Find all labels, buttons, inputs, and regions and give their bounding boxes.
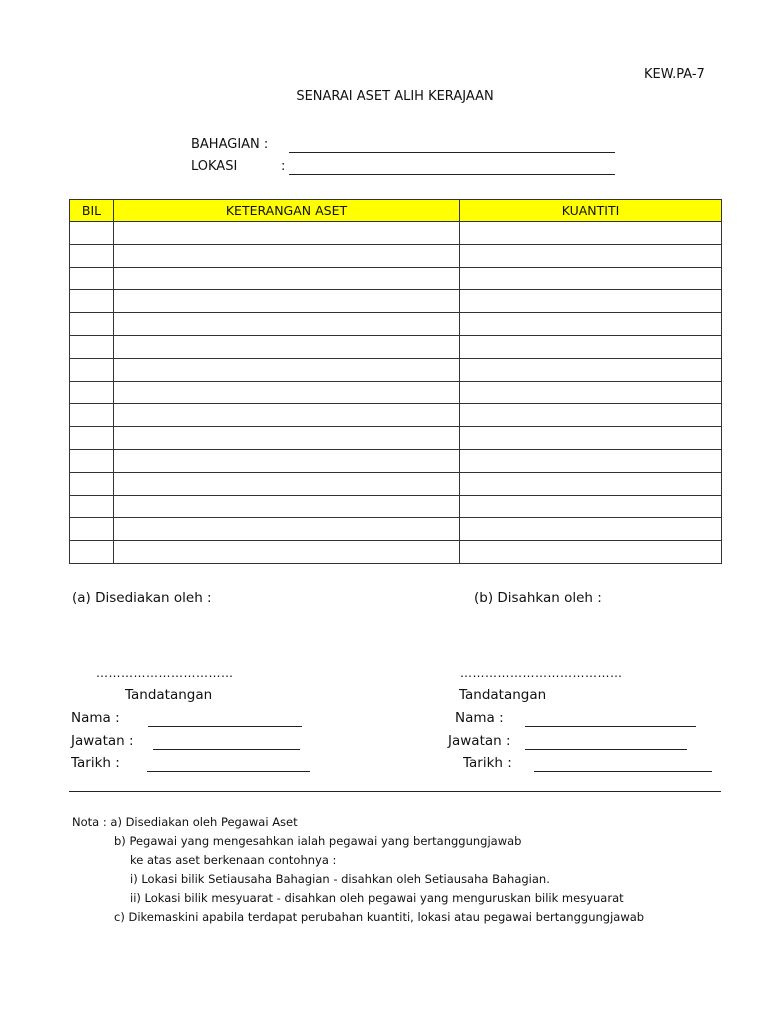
keterangan-cell[interactable]	[114, 472, 460, 495]
keterangan-cell[interactable]	[114, 449, 460, 472]
bil-cell[interactable]	[70, 381, 114, 404]
column-header-kuantiti: KUANTITI	[460, 200, 722, 222]
prepared-tarikh-field[interactable]	[147, 771, 310, 772]
kuantiti-cell[interactable]	[460, 495, 722, 518]
approved-by-heading: (b) Disahkan oleh :	[474, 590, 602, 606]
form-code: KEW.PA-7	[644, 67, 705, 82]
approved-signature-label: Tandatangan	[459, 687, 547, 703]
approved-tarikh-label: Tarikh :	[463, 755, 512, 771]
approved-tarikh-field[interactable]	[534, 771, 712, 772]
note-b-line2: ke atas aset berkenaan contohnya :	[130, 853, 337, 867]
table-row	[70, 313, 722, 336]
kuantiti-cell[interactable]	[460, 381, 722, 404]
keterangan-cell[interactable]	[114, 381, 460, 404]
table-row	[70, 290, 722, 313]
table-row	[70, 495, 722, 518]
table-row	[70, 541, 722, 564]
asset-table	[69, 199, 722, 564]
kuantiti-cell[interactable]	[460, 222, 722, 245]
table-row	[70, 381, 722, 404]
prepared-nama-field[interactable]	[148, 726, 302, 727]
kuantiti-cell[interactable]	[460, 313, 722, 336]
note-b-line1: b) Pegawai yang mengesahkan ialah pegawai yang bertanggungjawab	[114, 834, 522, 848]
keterangan-cell[interactable]	[114, 222, 460, 245]
kuantiti-cell[interactable]	[460, 427, 722, 450]
kuantiti-cell[interactable]	[460, 541, 722, 564]
keterangan-cell[interactable]	[114, 244, 460, 267]
kuantiti-cell[interactable]	[460, 472, 722, 495]
keterangan-cell[interactable]	[114, 495, 460, 518]
column-header-bil: BIL	[70, 200, 114, 222]
prepared-nama-label: Nama :	[71, 710, 120, 726]
prepared-by-heading: (a) Disediakan oleh :	[72, 590, 212, 606]
bahagian-label: BAHAGIAN :	[191, 137, 269, 152]
approved-jawatan-label: Jawatan :	[448, 733, 511, 749]
bahagian-field[interactable]	[289, 152, 615, 153]
bil-cell[interactable]	[70, 290, 114, 313]
keterangan-cell[interactable]	[114, 541, 460, 564]
table-row	[70, 427, 722, 450]
keterangan-cell[interactable]	[114, 267, 460, 290]
table-row	[70, 267, 722, 290]
prepared-jawatan-field[interactable]	[153, 749, 300, 750]
table-row	[70, 222, 722, 245]
bil-cell[interactable]	[70, 518, 114, 541]
divider-line	[69, 791, 721, 792]
approved-signature-line[interactable]: …………………………………	[460, 666, 623, 680]
keterangan-cell[interactable]	[114, 335, 460, 358]
table-row	[70, 244, 722, 267]
prepared-signature-line[interactable]: ……………………………	[96, 666, 234, 680]
column-header-keterangan: KETERANGAN ASET	[114, 200, 460, 222]
approved-nama-field[interactable]	[525, 726, 696, 727]
table-row	[70, 335, 722, 358]
approved-nama-label: Nama :	[455, 710, 504, 726]
keterangan-cell[interactable]	[114, 313, 460, 336]
bil-cell[interactable]	[70, 495, 114, 518]
bil-cell[interactable]	[70, 335, 114, 358]
bil-cell[interactable]	[70, 244, 114, 267]
lokasi-field[interactable]	[289, 174, 615, 175]
bil-cell[interactable]	[70, 222, 114, 245]
table-row	[70, 358, 722, 381]
prepared-signature-label: Tandatangan	[125, 687, 213, 703]
page-title: SENARAI ASET ALIH KERAJAAN	[296, 89, 494, 104]
note-b-ii: ii) Lokasi bilik mesyuarat - disahkan oleh pegawai yang menguruskan bilik mesyuarat	[130, 891, 624, 905]
table-header-row	[70, 200, 722, 222]
bil-cell[interactable]	[70, 449, 114, 472]
note-prefix: Nota :	[72, 815, 111, 829]
keterangan-cell[interactable]	[114, 290, 460, 313]
bil-cell[interactable]	[70, 404, 114, 427]
prepared-jawatan-label: Jawatan :	[71, 733, 134, 749]
note-a	[72, 815, 298, 829]
kuantiti-cell[interactable]	[460, 358, 722, 381]
note-c: c) Dikemaskini apabila terdapat perubahan kuantiti, lokasi atau pegawai bertanggungjawab	[114, 910, 645, 924]
note-b-i: i) Lokasi bilik Setiausaha Bahagian - disahkan oleh Setiausaha Bahagian.	[130, 872, 550, 886]
kuantiti-cell[interactable]	[460, 449, 722, 472]
table-row	[70, 518, 722, 541]
table-row	[70, 449, 722, 472]
prepared-tarikh-label: Tarikh :	[71, 755, 120, 771]
bil-cell[interactable]	[70, 313, 114, 336]
kuantiti-cell[interactable]	[460, 244, 722, 267]
bil-cell[interactable]	[70, 358, 114, 381]
keterangan-cell[interactable]	[114, 427, 460, 450]
bil-cell[interactable]	[70, 267, 114, 290]
kuantiti-cell[interactable]	[460, 404, 722, 427]
approved-jawatan-field[interactable]	[525, 749, 687, 750]
kuantiti-cell[interactable]	[460, 290, 722, 313]
keterangan-cell[interactable]	[114, 404, 460, 427]
bil-cell[interactable]	[70, 472, 114, 495]
lokasi-label: LOKASI	[191, 159, 238, 174]
kuantiti-cell[interactable]	[460, 335, 722, 358]
bil-cell[interactable]	[70, 541, 114, 564]
lokasi-colon: :	[281, 159, 286, 174]
kuantiti-cell[interactable]	[460, 267, 722, 290]
keterangan-cell[interactable]	[114, 358, 460, 381]
note-a-text: a) Disediakan oleh Pegawai Aset	[110, 815, 298, 829]
table-row	[70, 472, 722, 495]
keterangan-cell[interactable]	[114, 518, 460, 541]
bil-cell[interactable]	[70, 427, 114, 450]
kuantiti-cell[interactable]	[460, 518, 722, 541]
table-row	[70, 404, 722, 427]
